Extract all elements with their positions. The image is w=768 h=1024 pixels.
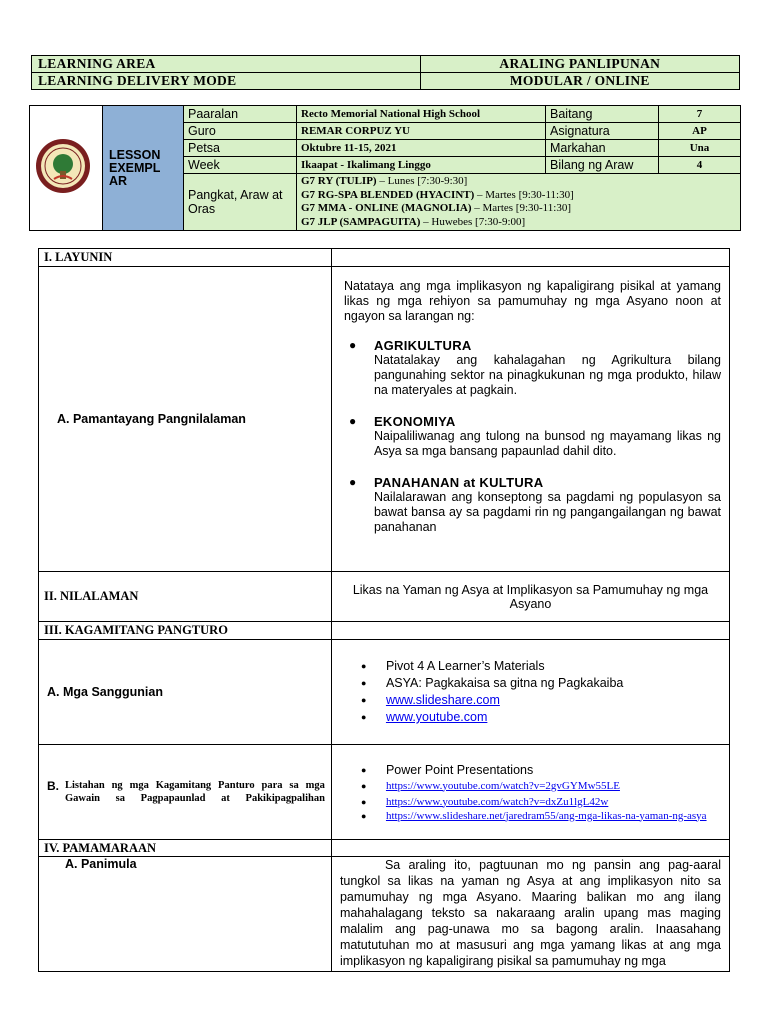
- baitang-label: Baitang: [546, 106, 659, 123]
- school-logo-cell: [30, 106, 103, 231]
- sanggunian-item: ● Pivot 4 A Learner’s Materials: [360, 659, 545, 673]
- learning-area-label: LEARNING AREA: [32, 56, 421, 73]
- schedule-line: G7 MMA - ONLINE (MAGNOLIA) – Martes [9:30-11:30]: [301, 202, 571, 214]
- schedule-line: G7 RY (TULIP) – Lunes [7:30-9:30]: [301, 175, 468, 187]
- lesson-exemplar-title: LESSON EXEMPL AR: [103, 106, 184, 231]
- topic-item: ● EKONOMIYA Naipaliliwanag ang tulong na bunsod ng mayamang likas ng Asya sa mga bansang papaunlad dahil dito.: [348, 414, 721, 458]
- listahan-label: Listahan ng mga Kagamitang Panturo para sa mga Gawain sa Pagpapaunlad at Pakikipagpalihan: [65, 780, 325, 804]
- panimula-text: Sa araling ito, pagtuunan mo ng pansin ang pag-aaral tungkol sa likas na yaman ng Asya at ang implikasyon nito sa pamumuhay ng mga Asyano. Maaring balikan mo ang ilang mahahalagang teksto sa nakaraang aralin upang mas maging malalim ang pag-unawa mo sa bagong aralin. Inaasahang matututuhan mo at masusuri ang mga yamang likas at ang mga implikasyon ng kapaligirang pisikal sa pamumuhay ng mga: [339, 858, 721, 968]
- listahan-item: [356, 810, 721, 823]
- pamantayan-content: [331, 267, 729, 572]
- youtube-link[interactable]: www.youtube.com: [385, 710, 488, 724]
- paaralan-label: Paaralan: [184, 106, 297, 123]
- bullet-icon: ●: [360, 661, 367, 671]
- bullet-icon: ●: [360, 764, 367, 775]
- listahan-list: [331, 745, 729, 840]
- learning-area-value: ARALING PANLIPUNAN: [420, 56, 739, 73]
- bullet-icon: ●: [348, 475, 357, 489]
- pamantayan-intro: Natataya ang mga implikasyon ng kapaligirang pisikal at yamang likas ng mga rehiyon sa pamumuhay ng mga Asyano noon at ngayon sa larangan ng:: [343, 279, 721, 323]
- sanggunian-item: [356, 692, 721, 709]
- pangkat-label: Pangkat, Araw at Oras: [184, 174, 297, 231]
- bilang-value: 4: [659, 157, 741, 174]
- listahan-item: ● Power Point Presentations: [360, 762, 534, 777]
- sanggunian-label: A. Mga Sanggunian: [47, 684, 163, 699]
- nilalaman-value: Likas na Yaman ng Asya at Implikasyon sa Pamumuhay ng mga Asyano: [331, 572, 729, 622]
- bilang-label: Bilang ng Araw: [546, 157, 659, 174]
- bullet-icon: ●: [348, 338, 357, 352]
- listahan-prefix: B.: [47, 779, 59, 793]
- schedule-line: G7 JLP (SAMPAGUITA) – Huwebes [7:30-9:00]: [301, 215, 526, 228]
- week-label: Week: [184, 157, 297, 174]
- listahan-cell: [47, 779, 325, 805]
- schedule-line: G7 RG-SPA BLENDED (HYACINT) – Martes [9:30-11:30]: [301, 188, 574, 201]
- pamantayan-label: A. Pamantayang Pangnilalaman: [57, 411, 246, 426]
- header-row: [32, 56, 740, 73]
- guro-label: Guro: [184, 123, 297, 140]
- layunin-heading: I. LAYUNIN: [39, 249, 332, 267]
- petsa-label: Petsa: [184, 140, 297, 157]
- nilalaman-heading: II. NILALAMAN: [39, 572, 332, 622]
- lesson-info-table: [29, 105, 741, 231]
- topic-item: ● AGRIKULTURA Natatalakay ang kahalagahan ng Agrikultura bilang pangunahing sektor na pinagkukunan ng mga produkto, hilaw na materyales at pagkain.: [348, 338, 721, 397]
- kagamitan-heading: III. KAGAMITANG PANGTURO: [39, 622, 332, 640]
- markahan-label: Markahan: [546, 140, 659, 157]
- bullet-icon: ●: [360, 678, 367, 688]
- delivery-mode-label: LEARNING DELIVERY MODE: [32, 73, 421, 90]
- slideshare-presentation-link[interactable]: https://www.slideshare.net/jaredram55/ang-mga-likas-na-yaman-ng-asya: [385, 809, 707, 822]
- youtube-video-link[interactable]: https://www.youtube.com/watch?v=dxZu1lgL42w: [385, 795, 609, 808]
- petsa-value: Oktubre 11-15, 2021: [297, 140, 546, 157]
- youtube-video-link[interactable]: https://www.youtube.com/watch?v=2gvGYMw55LE: [385, 779, 620, 792]
- asignatura-label: Asignatura: [546, 123, 659, 140]
- delivery-mode-value: MODULAR / ONLINE: [420, 73, 739, 90]
- schedule-cell: [297, 174, 741, 231]
- bullet-icon: ●: [360, 712, 367, 722]
- listahan-item: [356, 778, 721, 794]
- bullet-icon: ●: [360, 796, 367, 807]
- bullet-icon: ●: [360, 810, 367, 821]
- listahan-item: [356, 794, 721, 810]
- header-row: [32, 73, 740, 90]
- sanggunian-item: [356, 709, 721, 726]
- markahan-value: Una: [659, 140, 741, 157]
- sanggunian-list: [331, 640, 729, 745]
- bullet-icon: ●: [360, 695, 367, 705]
- baitang-value: 7: [659, 106, 741, 123]
- asignatura-value: AP: [659, 123, 741, 140]
- paaralan-value: Recto Memorial National High School: [297, 106, 546, 123]
- bullet-icon: ●: [360, 780, 367, 791]
- panimula-label: A. Panimula: [65, 857, 137, 871]
- topic-item: ● PANAHANAN at KULTURA Nailalarawan ang konseptong sa pagdami ng populasyon sa bawat bansa ay sa pagdami rin ng pangangailangan ng bawat panahanan: [348, 475, 721, 534]
- school-seal-icon: [34, 137, 92, 195]
- slideshare-link[interactable]: www.slideshare.com: [385, 693, 500, 707]
- header-table: [31, 55, 740, 90]
- sanggunian-item: ● ASYA: Pagkakaisa sa gitna ng Pagkakaiba: [360, 676, 624, 690]
- guro-value: REMAR CORPUZ YU: [297, 123, 546, 140]
- lesson-plan-table: [38, 248, 730, 972]
- pamamaraan-heading: IV. PAMAMARAAN: [39, 840, 332, 857]
- bullet-icon: ●: [348, 414, 357, 428]
- week-value: Ikaapat - Ikalimang Linggo: [297, 157, 546, 174]
